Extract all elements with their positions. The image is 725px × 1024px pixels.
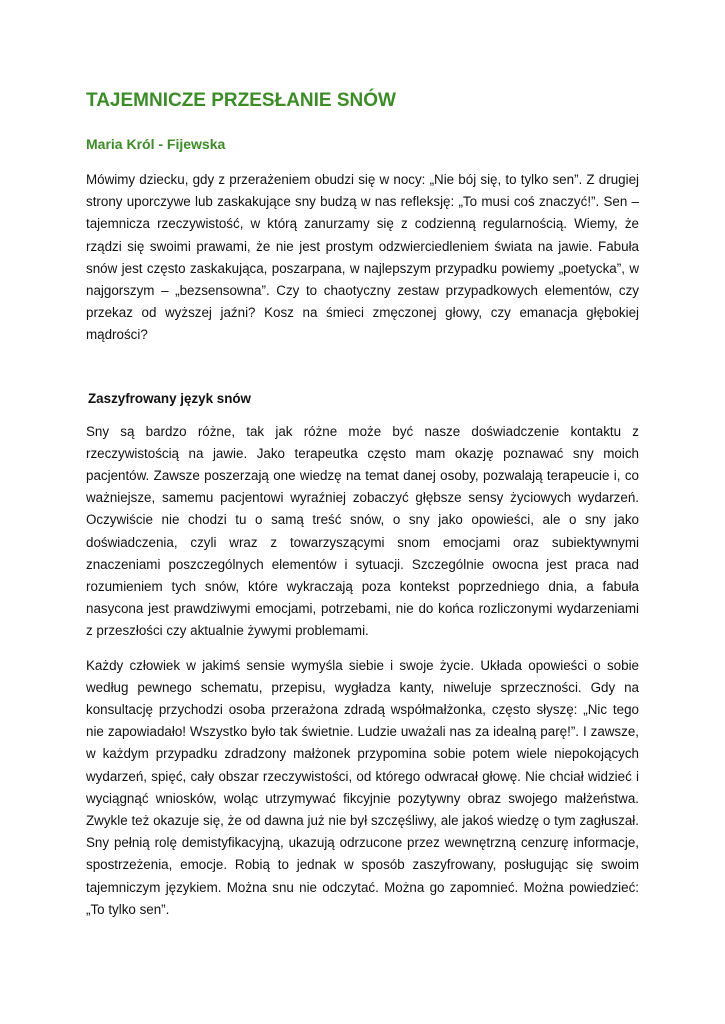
document-title: TAJEMNICZE PRZESŁANIE SNÓW	[86, 90, 396, 111]
document-page	[86, 88, 639, 933]
document-author: Maria Król - Fijewska	[86, 136, 226, 152]
intro-paragraph: Mówimy dziecku, gdy z przerażeniem obudzi się w nocy: „Nie bój się, to tylko sen”. Z drugiej strony uporczywe lub zaskakujące sny budzą w nas refleksję: „To musi coś znaczyć!”. Sen – tajemnicza rzeczywistość, w którą zanurzamy się z codzienną regularnością. Wiemy, że rządzi się swoimi prawami, że nie jest prostym odzwierciedleniem świata na jawie. Fabuła snów jest często zaskakująca, poszarpana, w najlepszym przypadku powiemy „poetycka”, w najgorszym – „bezsensowna”. Czy to chaotyczny zestaw przypadkowych elementów, czy przekaz od wyższej jaźni? Kosz na śmieci zmęczonej głowy, czy emanacja głębokiej mądrości?	[86, 172, 639, 343]
section-paragraph-2: Każdy człowiek w jakimś sensie wymyśla siebie i swoje życie. Układa opowieści o sobie według pewnego schematu, przepisu, wygładza kanty, niweluje sprzeczności. Gdy na konsultację przychodzi osoba przerażona zdradą współmałżonka, często słyszę: „Nic tego nie zapowiadało! Wszystko było tak świetnie. Ludzie uważali nas za idealną parę!”. I zawsze, w każdym przypadku zdradzony małżonek przypomina sobie potem wiele niepokojących wydarzeń, spięć, cały obszar rzeczywistości, od którego odwracał głowę. Nie chciał widzieć i wyciągnąć wniosków, woląc utrzymywać fikcyjnie pozytywny obraz swojego małżeństwa. Zwykle też okazuje się, że od dawna już nie był szczęśliwy, ale jakoś wiedzę o tym zagłuszał. Sny pełnią rolę demistyfikacyjną, ukazują odrzucone przez wewnętrzną cenzurę informacje, spostrzeżenia, emocje. Robią to jednak w sposób zaszyfrowany, posługując się swoim tajemniczym językiem. Można snu nie odczytać. Można go zapomnieć. Można powiedzieć: „To tylko sen”.	[86, 657, 639, 917]
section-paragraph-1: Sny są bardzo różne, tak jak różne może być nasze doświadczenie kontaktu z rzeczywistością na jawie. Jako terapeutka często mam okazję poznawać sny moich pacjentów. Zawsze poszerzają one wiedzę na temat danej osoby, pozwalają terapeucie i, co ważniejsze, samemu pacjentowi wyraźniej zobaczyć głębsze sensy życiowych wydarzeń. Oczywiście nie chodzi tu o samą treść snów, o sny jako opowieści, ale o sny jako doświadczenia, czyli wraz z towarzyszącymi snom emocjami oraz subiektywnymi znaczeniami poszczególnych elementów i sytuacji. Szczególnie owocna jest praca nad rozumieniem tych snów, które wykraczają poza kontekst poprzedniego dnia, a fabuła nasycona jest prawdziwymi emocjami, potrzebami, nie do końca rozliczonymi wydarzeniami z przeszłości czy aktualnie żywymi problemami.	[86, 423, 639, 639]
section-heading: Zaszyfrowany język snów	[88, 390, 251, 406]
